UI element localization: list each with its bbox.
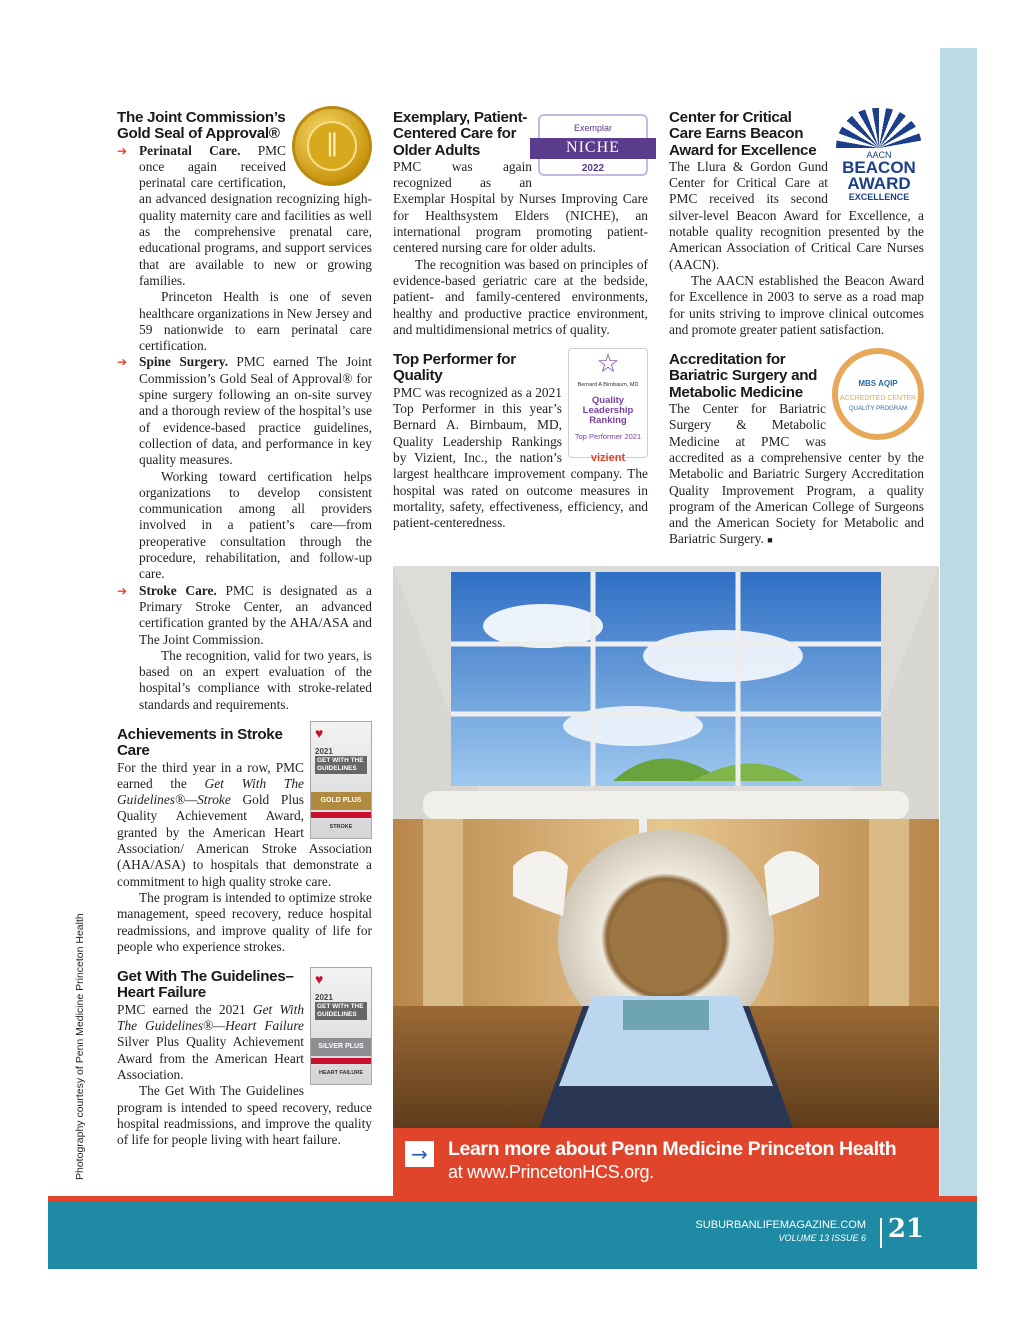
bullet-perinatal (117, 143, 372, 290)
end-mark: ■ (767, 535, 773, 546)
ct-scanner-illustration (393, 566, 939, 1128)
heart-icon: ♥ (315, 724, 324, 741)
arrow-right-icon[interactable]: → (405, 1141, 434, 1167)
page-footer (48, 1202, 977, 1269)
vizient-badge: ☆ Bernard A Birnbaum, MD Quality Leadership Ranking Top Performer 2021 vizient (568, 348, 648, 458)
heading-exemplary: Exemplary, Patient-Centered Care for Older Adults (393, 109, 528, 159)
sidebar-strip (940, 48, 977, 1196)
aha-heart-failure-badge (310, 967, 372, 1085)
footer-divider (880, 1218, 882, 1248)
paragraph: The program is intended to optimize stroke management, speed recovery, reduce hospital readmissions, and improve quality of life for people who experience strokes. (117, 889, 372, 954)
paragraph: Working toward certification helps organizations to develop consistent communication among all providers involved in a patient’s care—from preoperative consultation through the procedure, rehabilitation, and follow-up care. (139, 468, 372, 582)
bullet-text: PMC once again received perinatal care certification, an advanced designation recognizing high-quality maternity care and facilities as well as the comprehensive prenatal care, educational programs, and support services that are available to new or growing families. (139, 142, 372, 288)
ct-scanner-photo (393, 566, 939, 1128)
column-3 (669, 110, 924, 549)
cta-title: Learn more about Penn Medicine Princeton Health (448, 1138, 897, 1160)
badge-type: HEART FAILURE (319, 1069, 363, 1076)
arrow-icon: ➔ (117, 143, 128, 158)
heart-icon: ♥ (315, 971, 324, 988)
niche-badge: Exemplar NICHE 2022 (538, 114, 648, 176)
page-number: 21 (887, 1214, 924, 1244)
badge-year: 2021 (315, 993, 333, 1003)
cta-url-link[interactable]: at www.PrincetonHCS.org. (448, 1162, 654, 1182)
bullet-text: PMC is designated as a Primary Stroke Center, an advanced certification granted by the AHA/ASA and The Joint Commission. (139, 582, 372, 647)
paragraph: The Get With The Guidelines program is intended to speed recovery, reduce hospital readmissions, and improve the quality of life for people living with heart failure. (117, 1083, 372, 1148)
paragraph: The AACN established the Beacon Award for Excellence in 2003 to serve as a road map for units striving to improve clinical outcomes and promote greater patient satisfaction. (669, 272, 924, 337)
seal-icon: ∥ (307, 121, 357, 171)
aha-stroke-badge (310, 721, 372, 839)
heading-top-performer: Top Performer for Quality (393, 351, 516, 385)
heading-joint-commission: The Joint Commission’s Gold Seal of Approval® (117, 109, 286, 143)
footer-volume: VOLUME 13 ISSUE 6 (778, 1233, 866, 1243)
column-2 (393, 110, 648, 531)
arrow-icon: ➔ (117, 583, 128, 598)
heading-accreditation: Accreditation for Bariatric Surgery and Metabolic Medicine (669, 351, 818, 401)
paragraph: The recognition, valid for two years, is based on an expert evaluation of the hospital’s compliance with stroke-related standards and requirements. (139, 647, 372, 712)
paragraph: PMC earned the 2021 Get With The Guidelines®—Heart Failure Silver Plus Quality Achievement Award from the American Heart Association. (117, 1001, 305, 1082)
paragraph: The Llura & Gordon Gund Center for Critical Care at PMC received its second silver-level Beacon Award for Excellence, a notable quality recognition presented by the American Association of Critical Care Nurses (AACN). (669, 158, 924, 272)
heading-critical-care: Center for Critical Care Earns Beacon Award for Excellence (669, 109, 817, 159)
footer-site[interactable]: SUBURBANLIFEMAGAZINE.COM (695, 1219, 866, 1231)
bullet-text: PMC earned The Joint Commission’s Gold Seal of Approval® for spine surgery following an on-site survey and a thorough review of the hospital’s use of evidence-based practice guidelines, collection of data, and performance in key quality measures. (139, 354, 373, 468)
vizient-logo: vizient (590, 451, 626, 464)
bullet-spine (117, 354, 372, 468)
arrow-icon: ➔ (117, 355, 128, 370)
paragraph: PMC was again recognized as an Exemplar Hospital by Nurses Improving Care for Healthsystem Elders (NICHE), an international program promoting patient-centered nursing care for older adults. (393, 158, 648, 256)
paragraph: The Center for Bariatric Surgery & Metabolic Medicine at PMC was accredited as a comprehensive center by the Metabolic and Bariatric Surgery Accreditation Quality Improvement Program, a quality program of the American College of Surgeons and the American Society for Metabolic and Bariatric Surgery. ■ (669, 401, 924, 547)
badge-year: 2021 (315, 746, 333, 756)
bullet-lead: Stroke Care. (139, 582, 217, 598)
beacon-award-badge: AACN BEACON AWARD EXCELLENCE (834, 108, 924, 203)
star-icon: ☆ (596, 348, 620, 379)
bullet-lead: Perinatal Care. (139, 142, 241, 158)
heading-stroke: Achievements in Stroke Care (117, 725, 283, 760)
paragraph: The recognition was based on principles of evidence-based geriatric care at the bedside, patient- and family-centered environments, healthy and productive practice environment, and multidimensional metrics of quality. (393, 256, 648, 337)
paragraph: For the third year in a row, PMC earned the Get With The Guidelines®—Stroke Gold Plus Quality Achievement Award, granted by the American Heart Association/ American Stroke Association (AHA/ASA) to hospitals that demonstrate a commitment to high quality stroke care. (117, 759, 372, 889)
badge-level: GOLD PLUS (311, 792, 371, 810)
bullet-stroke (117, 583, 372, 648)
badge-program: GET WITH THE GUIDELINES (315, 756, 367, 774)
heading-heart-failure: Get With The Guidelines–Heart Failure (117, 968, 294, 1002)
badge-level: SILVER PLUS (311, 1038, 371, 1056)
learn-more-banner[interactable] (393, 1128, 939, 1196)
beacon-rays-icon (836, 108, 922, 148)
bullet-lead: Spine Surgery. (139, 354, 229, 370)
badge-type: STROKE (329, 823, 353, 830)
badge-program: GET WITH THE GUIDELINES (315, 1002, 367, 1020)
column-1 (117, 110, 372, 1148)
mbsaqip-badge: MBS AQIP ACCREDITED CENTER QUALITY PROGRAM (832, 348, 924, 440)
paragraph: PMC was recognized as a 2021 Top Performer in this year’s Bernard A. Birnbaum, MD, Quality Leadership Rankings by Vizient, Inc., the nation’s largest healthcare improvement company. The hospital was rated on outcome measures in mortality, safety, effectiveness, efficiency, and patient-centeredness. (393, 384, 648, 531)
paragraph: Princeton Health is one of seven healthcare organizations in New Jersey and 59 nationwide to earn perinatal care certification. (139, 289, 372, 354)
photo-credit: Photography courtesy of Penn Medicine Princeton Health (74, 913, 86, 1180)
